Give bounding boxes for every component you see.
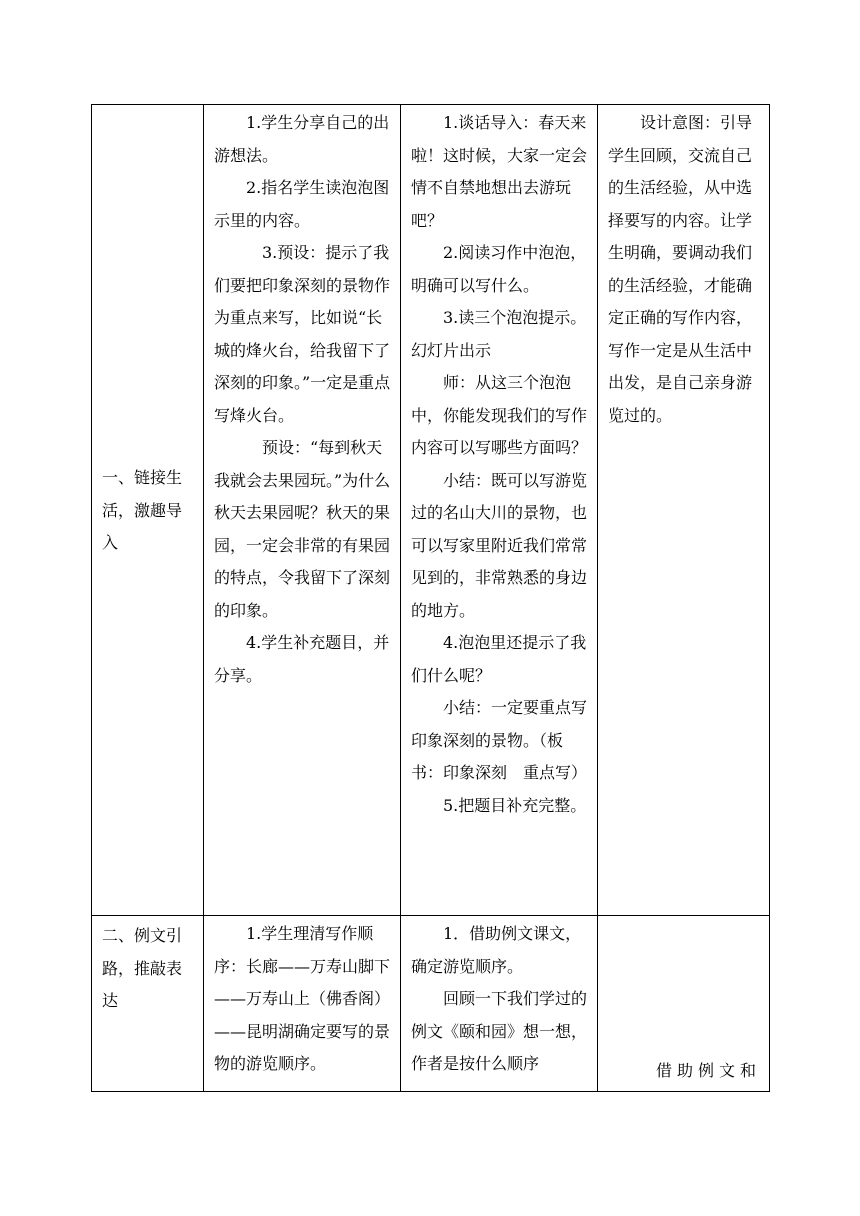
teacher-paragraph: 1．借助例文课文，确定游览顺序。 [411, 924, 582, 976]
design-intent-cell [598, 916, 770, 1092]
teacher-paragraph: 2.阅读习作中泡泡，明确可以写什么。 [411, 243, 587, 295]
stage-label: 一、链接生活，激趣导入 [102, 468, 183, 553]
student-paragraph: 1.学生理清写作顺序：长廊——万寿山脚下——万寿山上（佛香阁）——昆明湖确定要写的景物的游览顺序。 [214, 924, 391, 1073]
lesson-plan-table [91, 104, 770, 1092]
table-row [92, 105, 770, 916]
student-paragraph: 预设：“每到秋天我就会去果园玩。”为什么秋天去果园呢？秋天的果园，一定会非常的有果园的特点，令我留下了深刻的印象。 [214, 438, 391, 620]
table-row [92, 916, 770, 1092]
stage-cell [92, 916, 204, 1092]
teacher-paragraph: 5.把题目补充完整。 [443, 795, 587, 815]
teacher-paragraph: 1.谈话导入：春天来啦！这时候，大家一定会情不自禁地想出去游玩吧？ [411, 113, 588, 230]
teacher-paragraph: 小结：既可以写游览过的名山大川的景物，也可以写家里附近我们常常见到的，非常熟悉的身边的地方。 [411, 470, 588, 620]
student-paragraph: 1.学生分享自己的出游想法。 [214, 113, 390, 165]
student-paragraph: 3.预设：提示了我们要把印象深刻的景物作为重点来写，比如说“长城的烽火台，给我留下了深刻的印象。”一定是重点写烽火台。 [214, 243, 391, 425]
teacher-paragraph: 4.泡泡里还提示了我们什么呢？ [411, 633, 587, 685]
stage-label: 二、例文引路，推敲表达 [102, 926, 183, 1010]
design-intent-text: 设计意图：引导学生回顾，交流自己的生活经验，从中选择要写的内容。让学生明确，要调动我们的生活经验，才能确定正确的写作内容，写作一定是从生活中出发，是自己亲身游览过的。 [608, 113, 753, 425]
teacher-paragraph: 师：从这三个泡泡中，你能发现我们的写作内容可以写哪些方面吗？ [411, 373, 588, 457]
student-activity-cell [204, 105, 401, 916]
teacher-paragraph: 3.读三个泡泡提示。幻灯片出示 [411, 308, 587, 360]
teacher-activity-cell [401, 916, 598, 1092]
teacher-paragraph: 小结：一定要重点写印象深刻的景物。（板书：印象深刻 重点写） [411, 698, 588, 782]
teacher-paragraph: 回顾一下我们学过的例文《颐和园》想一想，作者是按什么顺序 [411, 989, 588, 1073]
teacher-activity-cell [401, 105, 598, 916]
student-paragraph: 4.学生补充题目，并分享。 [214, 633, 390, 685]
design-intent-text: 借助例文和 [655, 1060, 761, 1080]
student-activity-cell [204, 916, 401, 1092]
design-intent-cell [598, 105, 770, 916]
student-paragraph: 2.指名学生读泡泡图示里的内容。 [214, 178, 390, 230]
stage-cell [92, 105, 204, 916]
